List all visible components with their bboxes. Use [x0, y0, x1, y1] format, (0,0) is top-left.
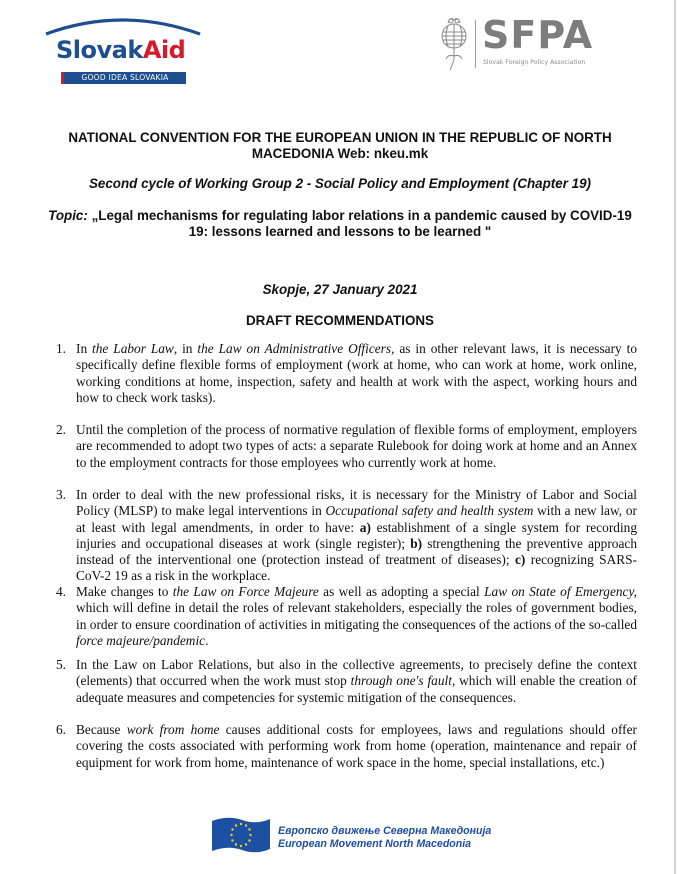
item-text: In the Labor Law, in the Law on Administrative Officers, as in other relevant laws, it is necessary to specifically define flexible forms of employment (work at home, who can work at home, work online, working conditions at home, inspection, safety and health at work with the aspect, working hours and how to check work tasks).: [76, 341, 637, 405]
recommendation-item: [56, 657, 637, 706]
item-number: 4.: [56, 584, 67, 599]
sfpa-subtitle: Slovak Foreign Policy Association: [483, 59, 586, 66]
item-number: 3.: [56, 487, 67, 502]
topic-label: Topic:: [48, 208, 88, 223]
item-text: Because work from home causes additional costs for employees, laws and regulations should offer covering the costs associated with performing work from home (operation, maintenance and repair of equipment for work from home, maintenance of work space in the home, special installations, etc.): [76, 722, 637, 770]
sfpa-logo: [436, 12, 616, 72]
carnation-globe-icon: [436, 14, 472, 72]
item-number: 1.: [56, 341, 67, 356]
item-text: In the Law on Labor Relations, but also in the collective agreements, to precisely define the context (elements) that occurred when the work must stop through one's fault, which will enable the creation of adequate measures and competencies for systemic mitigation of the consequences.: [76, 657, 637, 705]
slovakaid-wordmark: [56, 38, 185, 62]
slovakaid-word-aid: Aid: [142, 36, 186, 64]
slovakaid-tagline: GOOD IDEA SLOVAKIA: [61, 72, 186, 84]
emnm-name-macedonian: Европско движење Северна Македонија: [278, 825, 492, 837]
subtitle-text: Second cycle of Working Group 2 - Social Policy and Employment (Chapter 19): [88, 176, 591, 191]
sfpa-divider: [475, 20, 476, 68]
slovakaid-logo: [40, 12, 205, 82]
topic-text-1: „Legal mechanisms for regulating labor relations in a pandemic caused by COVID-19: [87, 208, 632, 223]
place-date-text: Skopje, 27 January 2021: [262, 282, 418, 297]
slovakaid-word-slovak: Slovak: [56, 36, 143, 64]
item-number: 5.: [56, 657, 67, 672]
topic-line-2: 19: lessons learned and lessons to be learned ": [188, 224, 492, 239]
sfpa-wordmark: SFPA: [482, 13, 594, 57]
item-text: Make changes to the Law on Force Majeure as well as adopting a special Law on State of Emergency, which will define in detail the roles of relevant stakeholders, especially the roles of government bodies, in order to ensure coordination of activities in mitigating the consequences of the actions of the so-called force majeure/pandemic.: [76, 584, 637, 648]
item-text: Until the completion of the process of normative regulation of flexible forms of employment, employers are recommended to adopt two types of acts: a separate Rulebook for doing work at home and an Annex to the employment contracts for those employees who currently work at home.: [76, 422, 637, 470]
title-line-2: MACEDONIA Web: nkeu.mk: [251, 146, 429, 161]
item-text: In order to deal with the new professional risks, it is necessary for the Ministry of Labor and Social Policy (MLSP) to make legal interventions in Occupational safety and health system with a new law, or at least with legal amendments, in order to have: a) establishment of a single system for recording injuries and occupational diseases at work (single register); b) strengthening the preventive approach instead of the interventional one (protection instead of treatment of diseases); c) recognizing SARS-CoV-2 19 as a risk in the workplace.: [76, 487, 637, 584]
recommendation-item: [56, 487, 637, 585]
item-number: 6.: [56, 722, 67, 737]
topic-line-1: [40, 208, 640, 224]
document-subtitle: [40, 176, 640, 192]
document-title: [40, 130, 640, 162]
topic-block: [40, 208, 640, 240]
european-movement-logo: [210, 815, 492, 857]
recommendation-item: [56, 722, 637, 771]
recommendation-item: [56, 422, 637, 471]
recommendation-item: [56, 341, 637, 406]
recommendation-item: [56, 584, 637, 649]
section-heading: DRAFT RECOMMENDATIONS: [246, 313, 434, 328]
item-number: 2.: [56, 422, 67, 437]
emnm-name-english: European Movement North Macedonia: [278, 838, 472, 850]
eu-flag-icon: [210, 815, 272, 855]
place-date: [40, 282, 640, 298]
title-line-1: NATIONAL CONVENTION FOR THE EUROPEAN UNION IN THE REPUBLIC OF NORTH: [68, 130, 612, 145]
